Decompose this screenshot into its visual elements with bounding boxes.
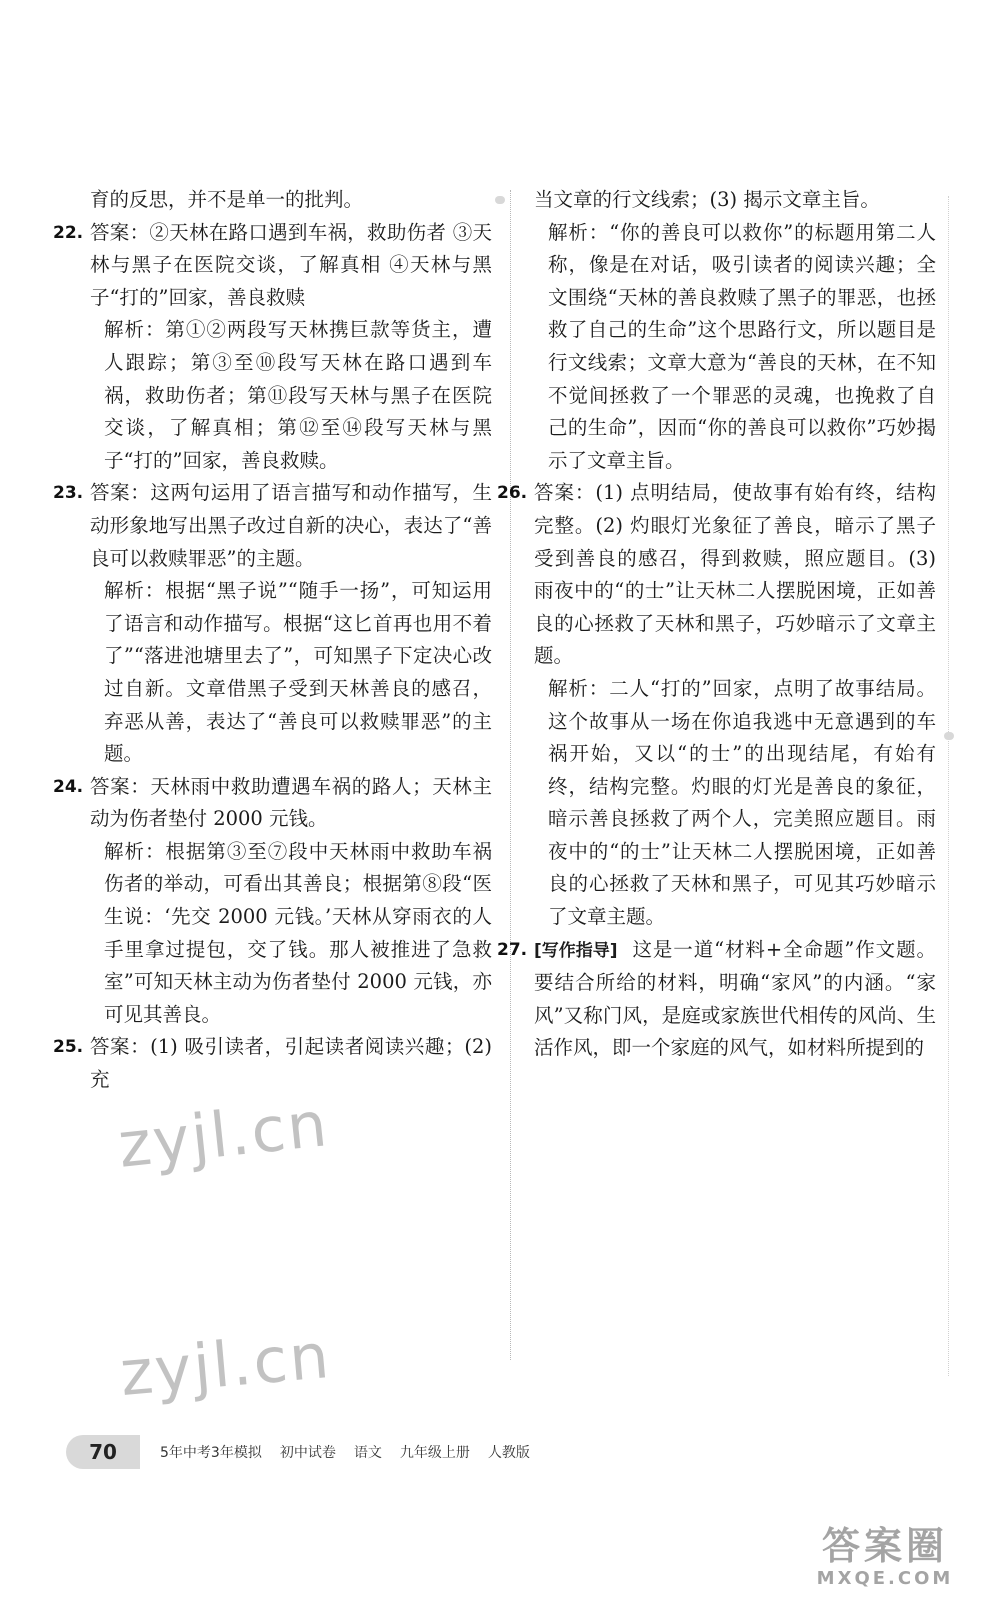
question-27	[497, 934, 936, 1065]
analysis-text: 解析：二人“打的”回家，点明了故事结局。这个故事从一场在你追我逃中无意遇到的车祸开始，又以“的士”的出现结尾，有始有终，结构完整。灼眼的灯光是善良的象征，暗示善良拯救了两个人，完美照应题目。雨夜中的“的士”让天林二人摆脱困境，正如善良的心拯救了天林和黑子，可见其巧妙暗示了文章主题。	[548, 676, 936, 929]
watermark: zyjl.cn	[117, 1318, 334, 1411]
writing-guide-text	[534, 934, 936, 1065]
question-25	[53, 1031, 492, 1096]
analysis-text: 解析：根据第③至⑦段中天林雨中救助车祸伤者的举动，可看出其善良；根据第⑧段“医生说：‘先交 2000 元钱。’天林从穿雨衣的人手里拿过提包，交了钱。那人被推进了急救室”可知天林主动为伤者垫付 2000 元钱，亦可见其善良。	[104, 839, 492, 1026]
corner-logo-url: MXQE.COM	[816, 1568, 954, 1589]
question-22	[53, 217, 492, 478]
answer-text: 答案：(1) 吸引读者，引起读者阅读兴趣；(2) 充	[90, 1035, 492, 1092]
question-number: 24.	[53, 776, 84, 797]
answer-text: 答案：②天林在路口遇到车祸，救助伤者 ③天林与黑子在医院交谈，了解真相 ④天林与黑子“打的”回家，善良救赎	[90, 220, 492, 309]
analysis-text: 解析：“你的善良可以救你”的标题用第二人称，像是在对话，吸引读者的阅读兴趣；全文围绕“天林的善良救赎了黑子的罪恶，也拯救了自己的生命”这个思路行文，所以题目是行文线索；文章大意为“善良的天林，在不知不觉间拯救了一个罪恶的灵魂，也挽救了自己的生命”，因而“你的善良可以救你”巧妙揭示了文章主旨。	[548, 220, 936, 472]
question-number: 23.	[53, 483, 84, 504]
right-column	[497, 184, 936, 1065]
carry-over-text: 当文章的行文线索；(3) 揭示文章主旨。	[534, 188, 880, 211]
page-number: 70	[66, 1435, 140, 1469]
watermark: zyjl.cn	[114, 1087, 333, 1182]
page-footer	[66, 1432, 548, 1472]
footer-grade: 九年级上册	[399, 1445, 470, 1461]
answer-text: 答案：这两句运用了语言描写和动作描写，生动形象地写出黑子改过自新的决心，表达了“善良可以救赎罪恶”的主题。	[90, 481, 492, 570]
question-24	[53, 771, 492, 1032]
edge-mark-mid	[944, 732, 954, 740]
writing-guide-body: 这是一道“材料+全命题”作文题。要结合所给的材料，明确“家风”的内涵。“家风”又称门风，是庭或家族世代相传的风尚、生活作风，即一个家庭的风气，如材料所提到的	[534, 937, 936, 1060]
question-number: 25.	[53, 1037, 84, 1058]
analysis-text: 解析：根据“黑子说”“随手一扬”，可知运用了语言和动作描写。根据“这匕首再也用不着了”“落进池塘里去了”，可知黑子下定决心改过自新。文章借黑子受到天林善良的感召，弃恶从善，表达了“善良可以救赎罪恶”的主题。	[104, 579, 492, 766]
column-divider	[510, 190, 511, 1360]
answer-text: 答案：天林雨中救助遭遇车祸的路人；天林主动为伤者垫付 2000 元钱。	[90, 774, 492, 831]
question-number: 26.	[497, 483, 528, 504]
corner-logo-main: 答案圈	[821, 1524, 948, 1568]
corner-logo	[790, 1524, 980, 1594]
analysis-text: 解析：第①②两段写天林携巨款等货主，遭人跟踪；第③至⑩段写天林在路口遇到车祸，救助伤者；第⑪段写天林与黑子在医院交谈，了解真相；第⑫至⑭段写天林与黑子“打的”回家，善良救赎。	[104, 318, 492, 472]
question-number: 22.	[53, 222, 84, 243]
question-26	[497, 477, 936, 933]
page-edge-rule	[948, 196, 949, 1376]
writing-guide-tag: [写作指导]	[534, 940, 618, 961]
footer-type: 初中试卷	[279, 1445, 336, 1461]
question-23	[53, 477, 492, 770]
footer-series: 5年中考3年模拟	[160, 1445, 262, 1461]
answer-text: 答案：(1) 点明结局，使故事有始有终，结构完整。(2) 灼眼灯光象征了善良，暗示了黑子受到善良的感召，得到救赎，照应题目。(3) 雨夜中的“的士”让天林二人摆脱困境，正如善良的心拯救了天林和黑子，巧妙暗示了文章主题。	[534, 481, 936, 668]
footer-subject: 语文	[353, 1445, 382, 1461]
question-number: 27.	[497, 939, 528, 960]
footer-edition: 人教版	[487, 1445, 530, 1461]
edge-mark-top	[495, 196, 505, 204]
carry-over-text: 育的反思，并不是单一的批判。	[90, 188, 364, 211]
left-column	[53, 184, 492, 1097]
